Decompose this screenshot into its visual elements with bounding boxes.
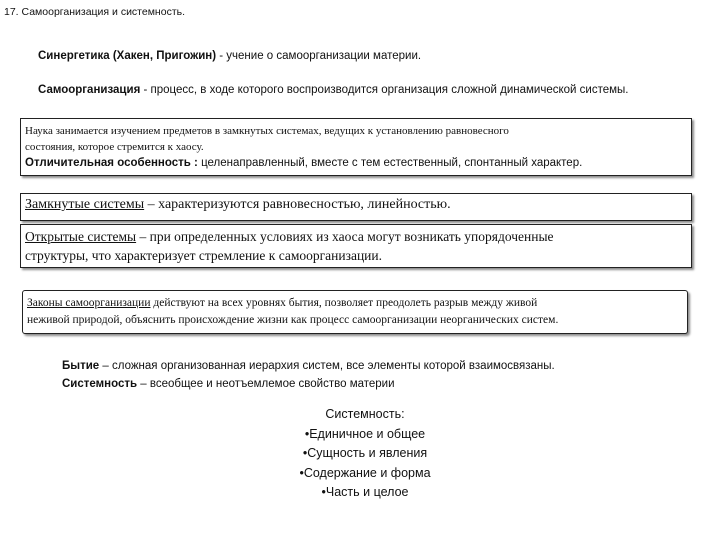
systemness-text: – всеобщее и неотъемлемое свойство материи [137, 378, 395, 390]
being-definition [62, 357, 555, 375]
systemness-term: Системность [62, 378, 138, 390]
being-systemness-block [62, 357, 555, 393]
list-item: •Часть и целое [321, 485, 409, 499]
being-text: – сложная организованная иерархия систем, все элементы которой взаимосвязаны. [99, 360, 555, 372]
being-term: Бытие [62, 360, 100, 372]
synergetics-term: Синергетика (Хакен, Пригожин) [38, 50, 217, 62]
self-organization-laws-box [22, 290, 688, 334]
list-item: •Единичное и общее [304, 426, 426, 441]
synergetics-definition [38, 50, 421, 62]
open-systems-line-2: структуры, что характеризует стремление к самоорганизации. [25, 248, 382, 263]
self-organization-text: - процесс, в ходе которого воспроизводится организация сложной динамической системы. [140, 84, 629, 96]
closed-systems-term: Замкнутые системы [25, 197, 145, 212]
systemness-heading: Системность: [325, 407, 405, 421]
closed-systems-box [20, 193, 692, 221]
self-organization-definition [38, 84, 629, 96]
laws-line-2: неживой природой, объяснить происхождение жизни как процесс самоорганизации неорганических систем. [27, 314, 559, 326]
science-box [20, 118, 692, 176]
synergetics-text: - учение о самоорганизации материи. [216, 50, 422, 62]
open-systems-box [20, 224, 692, 268]
science-line-1: Наука занимается изучением предметов в замкнутых системах, ведущих к установлению равновесного [25, 125, 509, 137]
list-item: •Сущность и явления [302, 446, 428, 460]
distinctive-feature-text: целенаправленный, вместе с тем естественный, спонтанный характер. [197, 157, 583, 169]
science-line-2: состояния, которое стремится к хаосу. [25, 141, 204, 153]
open-systems-term: Открытые системы [25, 229, 137, 244]
systemness-definition [62, 375, 555, 393]
page-title: 17. Самоорганизация и системность. [4, 6, 186, 18]
distinctive-feature-term: Отличительная особенность : [25, 157, 198, 169]
laws-term: Законы самоорганизации [27, 297, 151, 309]
systemness-list [240, 405, 490, 503]
list-item: •Содержание и форма [299, 465, 431, 480]
open-systems-text: – при определенных условиях из хаоса могут возникать упорядоченные [136, 229, 554, 244]
closed-systems-text: – характеризуются равновесностью, линейностью. [144, 197, 451, 212]
open-systems-line-1 [25, 227, 687, 246]
distinctive-feature [25, 155, 687, 171]
self-organization-term: Самоорганизация [38, 84, 141, 96]
laws-line-1 [27, 295, 683, 312]
laws-text: действуют на всех уровнях бытия, позволяет преодолеть разрыв между живой [150, 297, 538, 309]
